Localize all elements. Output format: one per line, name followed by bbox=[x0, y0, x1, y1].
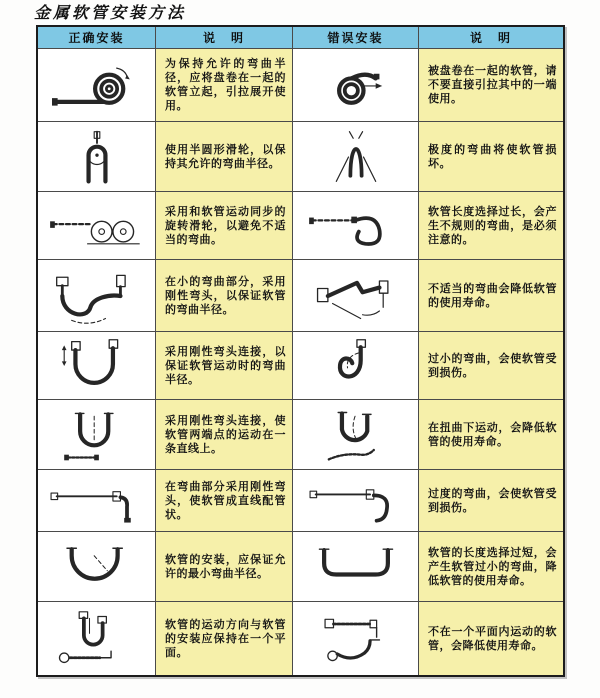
excess-length-loop-icon bbox=[303, 196, 409, 256]
description-text: 使用半圆形滑轮，以保持其允许的弯曲半径。 bbox=[165, 143, 286, 170]
description-text: 过小的弯曲，会使软管受到损伤。 bbox=[428, 352, 557, 379]
page-title: 金属软管安装方法 bbox=[34, 3, 187, 22]
correct-description bbox=[156, 122, 293, 192]
half-round-pulley-icon bbox=[44, 127, 150, 187]
description-text: 过度的弯曲，会使软管受到损伤。 bbox=[428, 487, 557, 514]
correct-image-cell bbox=[38, 192, 156, 260]
too-small-bend-icon bbox=[303, 336, 409, 396]
out-of-plane-motion-icon bbox=[303, 609, 409, 669]
correct-image-cell bbox=[38, 400, 156, 470]
wrong-image-cell bbox=[293, 122, 419, 192]
header-wrong-install: 错误安装 bbox=[293, 27, 419, 49]
min-bend-radius-u-icon bbox=[44, 537, 150, 597]
description-text: 在扭曲下运动，会降低软管的使用寿命。 bbox=[428, 421, 557, 448]
correct-description bbox=[156, 332, 293, 400]
correct-description bbox=[156, 260, 293, 332]
wrong-description bbox=[419, 400, 563, 470]
wrong-description bbox=[419, 122, 563, 192]
correct-image-cell bbox=[38, 332, 156, 400]
improper-bend-icon bbox=[303, 266, 409, 326]
twisted-u-bend-icon bbox=[303, 405, 409, 465]
wrong-image-cell bbox=[293, 192, 419, 260]
header-description-1: 说 明 bbox=[156, 27, 293, 49]
correct-description bbox=[156, 602, 293, 675]
pulled-coil-hose-icon bbox=[303, 55, 409, 115]
header-correct-install: 正确安装 bbox=[38, 27, 156, 49]
wrong-image-cell bbox=[293, 400, 419, 470]
aligned-u-bend-icon bbox=[44, 405, 150, 465]
correct-image-cell bbox=[38, 260, 156, 332]
same-plane-motion-icon bbox=[44, 609, 150, 669]
wrong-image-cell bbox=[293, 470, 419, 532]
correct-image-cell bbox=[38, 532, 156, 602]
description-text: 软管的长度选择过短，会产生软管过小的弯曲，降低软管的使用寿命。 bbox=[428, 546, 557, 587]
wrong-image-cell bbox=[293, 49, 419, 122]
wrong-image-cell bbox=[293, 532, 419, 602]
description-text: 不适当的弯曲会降低软管的使用寿命。 bbox=[428, 282, 557, 309]
straight-pipe-elbow-icon bbox=[44, 471, 150, 531]
wrong-description bbox=[419, 532, 563, 602]
wrong-description bbox=[419, 260, 563, 332]
correct-description bbox=[156, 49, 293, 122]
description-text: 为保持允许的弯曲半径，应将盘卷在一起的软管立起，引拉展开使用。 bbox=[165, 58, 286, 112]
wrong-description bbox=[419, 332, 563, 400]
description-text: 软管的安装，应保证允许的最小弯曲半径。 bbox=[165, 553, 286, 580]
wrong-image-cell bbox=[293, 260, 419, 332]
wrong-description bbox=[419, 49, 563, 122]
correct-image-cell bbox=[38, 602, 156, 675]
wrong-image-cell bbox=[293, 332, 419, 400]
description-text: 采用和软管运动同步的旋转滑轮，以避免不适当的弯曲。 bbox=[165, 205, 286, 246]
description-text: 软管长度选择过长，会产生不规则的弯曲，是必须注意的。 bbox=[428, 205, 557, 246]
correct-description bbox=[156, 192, 293, 260]
standing-coil-hose-icon bbox=[44, 55, 150, 115]
description-text: 采用刚性弯头连接，以保证软管运动时的弯曲半径。 bbox=[165, 345, 286, 386]
description-text: 软管的运动方向与软管的安装应保持在一个平面。 bbox=[165, 618, 286, 659]
installation-guide-table bbox=[36, 25, 565, 677]
rigid-elbow-u-bend-icon bbox=[44, 336, 150, 396]
correct-description bbox=[156, 400, 293, 470]
correct-image-cell bbox=[38, 122, 156, 192]
correct-image-cell bbox=[38, 49, 156, 122]
description-text: 采用刚性弯头连接，使软管两端点的运动在一条直线上。 bbox=[165, 414, 286, 455]
description-text: 在小的弯曲部分，采用刚性弯头，以保证软管的弯曲半径。 bbox=[165, 275, 286, 316]
description-text: 极度的弯曲将使软管损坏。 bbox=[428, 143, 557, 170]
too-short-hose-icon bbox=[303, 537, 409, 597]
extreme-bend-icon bbox=[303, 127, 409, 187]
wrong-description bbox=[419, 602, 563, 675]
wrong-description bbox=[419, 192, 563, 260]
correct-image-cell bbox=[38, 470, 156, 532]
correct-description bbox=[156, 470, 293, 532]
over-bend-elbow-icon bbox=[303, 471, 409, 531]
synchronized-rollers-icon bbox=[44, 196, 150, 256]
header-description-2: 说 明 bbox=[419, 27, 563, 49]
description-text: 被盘卷在一起的软管，请不要直接引拉其中的一端使用。 bbox=[428, 65, 557, 105]
description-text: 在弯曲部分采用刚性弯头，使软管成直线配管状。 bbox=[165, 480, 286, 521]
wrong-image-cell bbox=[293, 602, 419, 675]
wrong-description bbox=[419, 470, 563, 532]
rigid-elbow-small-bend-icon bbox=[44, 266, 150, 326]
description-text: 不在一个平面内运动的软管，会降低使用寿命。 bbox=[428, 625, 557, 652]
correct-description bbox=[156, 532, 293, 602]
